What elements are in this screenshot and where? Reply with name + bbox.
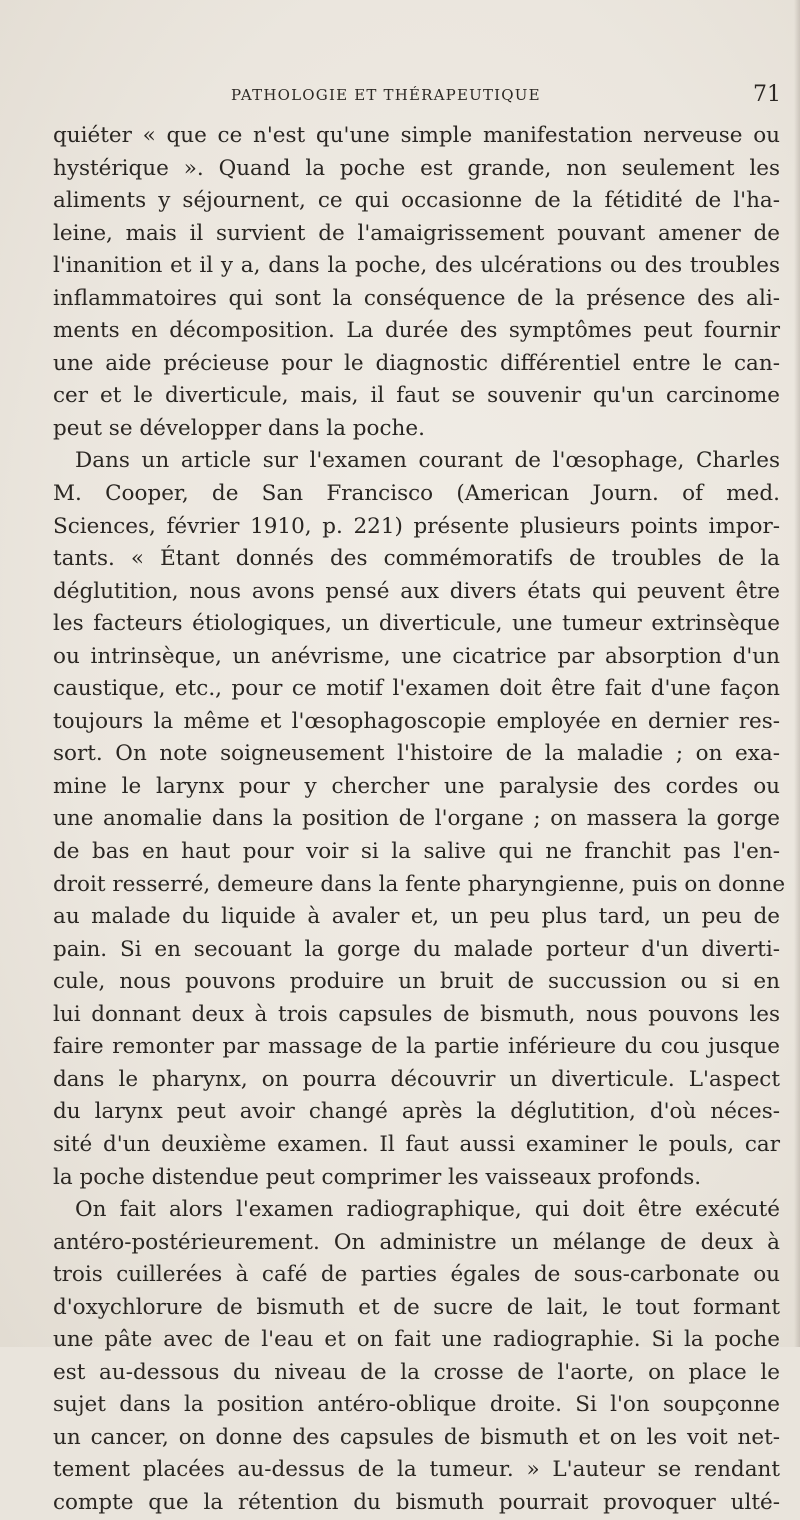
text-line: tement placées au-dessus de la tumeur. » L'auteur se rendant [53,1457,780,1483]
text-line: cule, nous pouvons produire un bruit de succussion ou si en [53,969,780,995]
text-line: Sciences, février 1910, p. 221) présente plusieurs points impor- [53,513,780,539]
text-line: un cancer, on donne des capsules de bismuth et on les voit net- [53,1424,780,1450]
text-line: est au-dessous du niveau de la crosse de l'aorte, on place le [53,1359,780,1385]
text-line: inflammatoires qui sont la conséquence de la présence des ali- [53,285,780,311]
text-line: leine, mais il survient de l'amaigrissement pouvant amener de [53,220,780,246]
text-line: aliments y séjournent, ce qui occasionne de la fétidité de l'ha- [53,188,780,214]
text-line: la poche distendue peut comprimer les vaisseaux profonds. [53,1164,702,1190]
text-line: On fait alors l'examen radiographique, qui doit être exécuté [75,1197,780,1223]
page-number: 71 [753,82,781,107]
page-header [0,82,800,110]
text-line: antéro-postérieurement. On administre un mélange de deux à [53,1229,780,1255]
text-line: déglutition, nous avons pensé aux divers états qui peuvent être [53,578,780,604]
text-line: lui donnant deux à trois capsules de bismuth, nous pouvons les [53,1001,780,1027]
text-line: sujet dans la position antéro-oblique droite. Si l'on soupçonne [53,1392,780,1418]
text-line: droit resserré, demeure dans la fente pharyngienne, puis on donne [53,871,786,897]
paragraph [53,1194,780,1519]
text-line: ou intrinsèque, un anévrisme, une cicatrice par absorption d'un [53,643,780,669]
paragraph [53,445,786,1194]
text-line: caustique, etc., pour ce motif l'examen doit être fait d'une façon [53,676,780,702]
text-line: trois cuillerées à café de parties égales de sous-carbonate ou [53,1262,780,1288]
text-line: compte que la rétention du bismuth pourrait provoquer ulté- [53,1489,780,1515]
text-line: mine le larynx pour y chercher une paralysie des cordes ou [53,773,780,799]
text-line: hystérique ». Quand la poche est grande, non seulement les [53,155,780,181]
text-line: peut se développer dans la poche. [53,415,425,441]
text-line: pain. Si en secouant la gorge du malade porteur d'un diverti- [53,936,780,962]
body-text [53,120,786,1520]
running-head: PATHOLOGIE ET THÉRAPEUTIQUE [231,86,541,104]
text-line: cer et le diverticule, mais, il faut se souvenir qu'un carcinome [53,383,780,409]
text-line: faire remonter par massage de la partie inférieure du cou jusque [53,1034,780,1060]
text-line: tants. « Étant donnés des commémoratifs de troubles de la [53,546,780,572]
paragraph [53,120,780,445]
text-line: au malade du liquide à avaler et, un peu plus tard, un peu de [53,904,780,930]
text-line: sité d'un deuxième examen. Il faut aussi examiner le pouls, car [53,1131,780,1157]
text-line: du larynx peut avoir changé après la déglutition, d'où néces- [53,1099,780,1125]
text-line: une pâte avec de l'eau et on fait une radiographie. Si la poche [53,1327,780,1353]
text-line: de bas en haut pour voir si la salive qui ne franchit pas l'en- [53,839,780,865]
text-line: ments en décomposition. La durée des symptômes peut fournir [53,318,780,344]
text-line: toujours la même et l'œsophagoscopie employée en dernier res- [53,708,780,734]
text-line: Dans un article sur l'examen courant de l'œsophage, Charles [75,448,780,474]
text-line: d'oxychlorure de bismuth et de sucre de lait, le tout formant [53,1294,780,1320]
text-line: l'inanition et il y a, dans la poche, des ulcérations ou des troubles [53,253,780,279]
text-line: sort. On note soigneusement l'histoire de la maladie ; on exa- [53,741,780,767]
text-line: dans le pharynx, on pourra découvrir un diverticule. L'aspect [53,1066,780,1092]
text-line: une anomalie dans la position de l'organe ; on massera la gorge [53,806,780,832]
text-line: M. Cooper, de San Francisco (American Journ. of med. [53,481,780,507]
text-line: quiéter « que ce n'est qu'une simple manifestation nerveuse ou [53,123,780,148]
text-line: une aide précieuse pour le diagnostic différentiel entre le can- [53,350,780,376]
scan-edge-shadow [794,0,800,1347]
text-line: les facteurs étiologiques, un diverticule, une tumeur extrinsèque [53,611,780,637]
